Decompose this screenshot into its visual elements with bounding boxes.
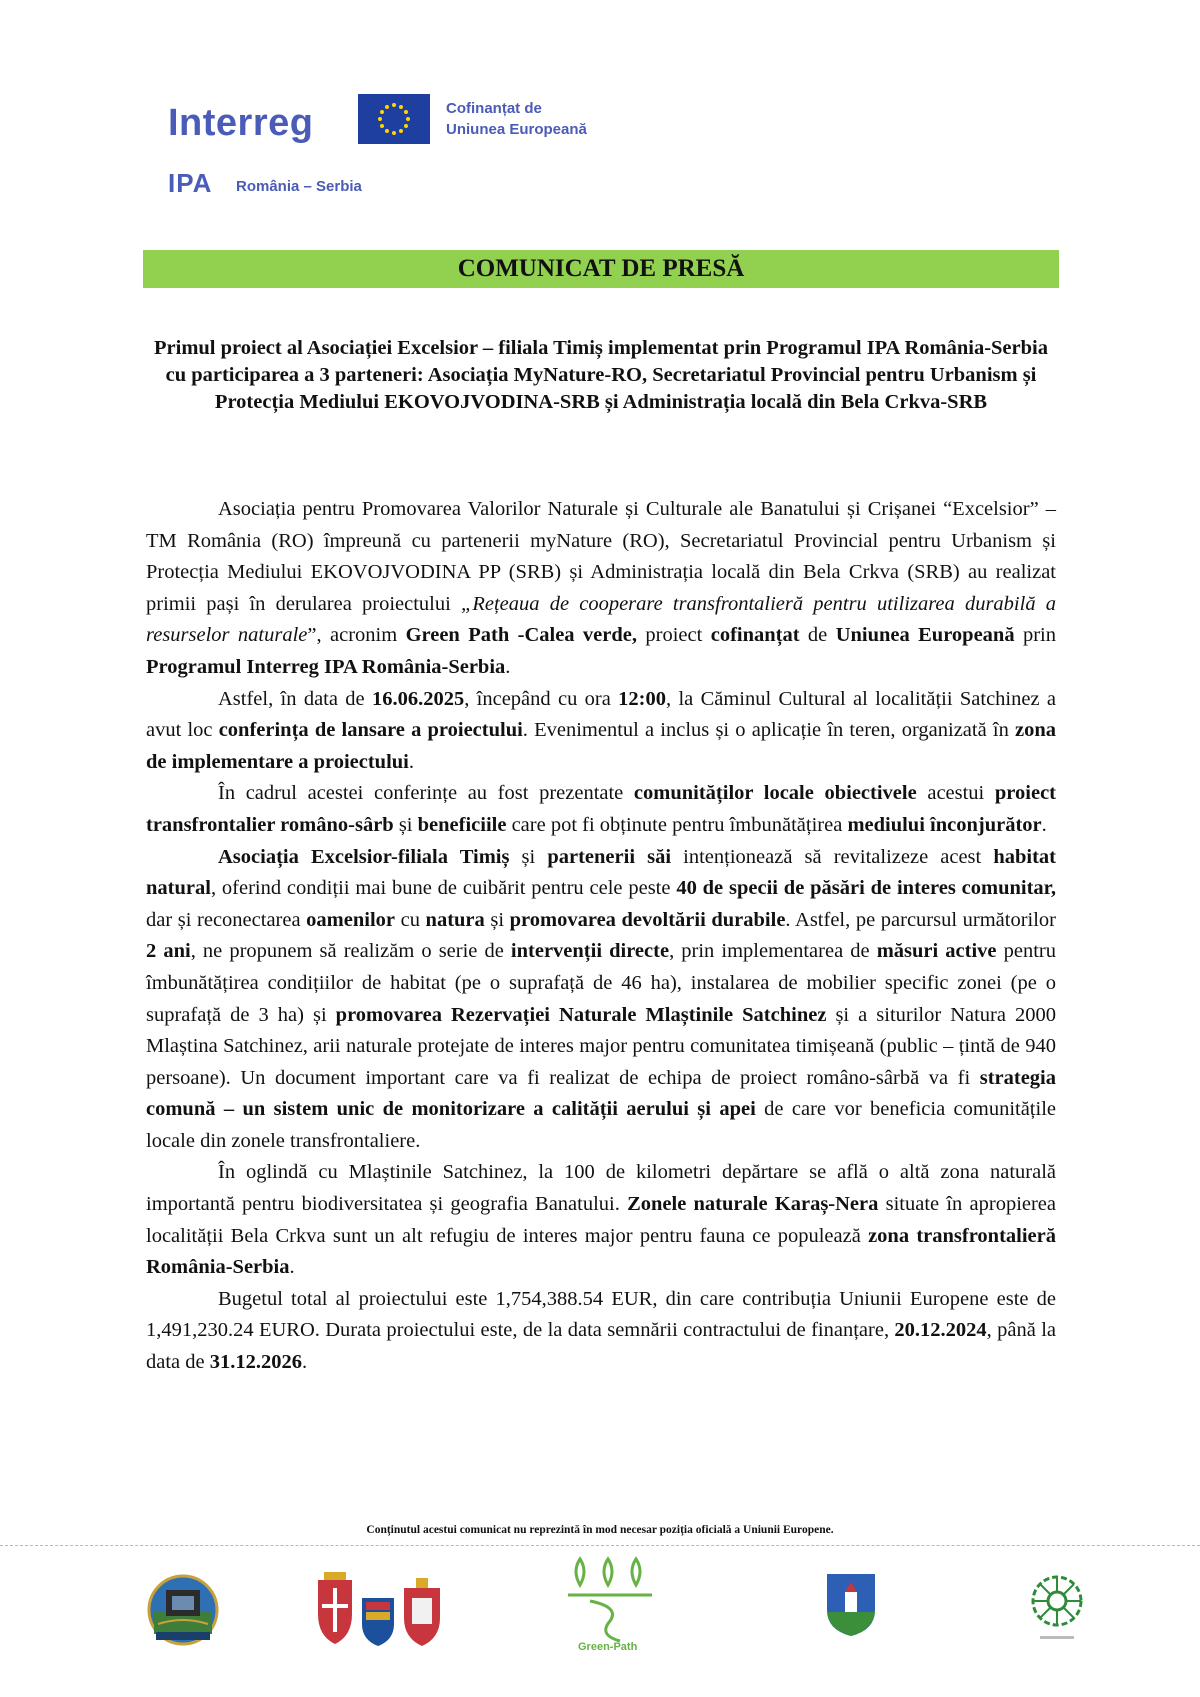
footer-divider	[0, 1545, 1200, 1546]
eu-flag-icon	[358, 94, 430, 144]
program-region: România – Serbia	[236, 178, 362, 195]
bela-crkva-coat-of-arms	[825, 1572, 877, 1638]
interreg-wordmark: Interreg	[168, 102, 314, 144]
interreg-logo	[168, 94, 628, 204]
paragraph-2: Astfel, în data de 16.06.2025, începând cu ora 12:00, la Căminul Cultural al localității Satchinez a avut loc conferința de lansare a proiectului. Evenimentul a inclus și o aplicație în teren, organizată în zona de implementare a proiectului.	[146, 687, 1056, 773]
paragraph-1: Asociația pentru Promovarea Valorilor Naturale și Culturale ale Banatului și Crișanei “Excelsior” – TM România (RO) împreună cu partenerii myNature (RO), Secretariatul Provincial pentru Urbanism și Protecția Mediului EKOVOJVODINA PP (SRB) și Administrația locală din Bela Crkva (SRB) au realizat primii pași în derularea proiectului „Rețeaua de cooperare transfrontalieră pentru utilizarea durabilă a resurselor naturale”, acronim Green Path -Calea verde, proiect cofinanțat de Uniunea Europeană prin Programul Interreg IPA România-Serbia.	[146, 498, 1057, 678]
eu-disclaimer: Conținutul acestui comunicat nu reprezintă în mod necesar poziția oficială a Uniunii Europene.	[366, 1524, 834, 1536]
ipa-wordmark: IPA	[168, 168, 213, 198]
paragraph-5: În oglindă cu Mlaștinile Satchinez, la 100 de kilometri depărtare se află o altă zona naturală importantă pentru biodiversitatea și geografia Banatului. Zonele naturale Karaș-Nera situate în apropierea localității Bela Crkva sunt un alt refugiu de interes major pentru fauna ce populează zona transfrontalieră România-Serbia.	[146, 1161, 1057, 1279]
page-title: COMUNICAT DE PRESĂ	[457, 255, 745, 282]
mynature-logo	[1026, 1570, 1088, 1644]
excelsior-logo	[146, 1572, 220, 1648]
press-subtitle: Primul proiect al Asociației Excelsior – filiala Timiș implementat prin Programul IPA România-Serbia cu participarea a 3 parteneri: Asociația MyNature-RO, Secretariatul Provincial pentru Urbanism și Protecția Mediului EKOVOJVODINA-SRB și Administrația locală din Bela Crkva-SRB	[154, 337, 1048, 413]
press-body	[146, 494, 1056, 1379]
paragraph-6: Bugetul total al proiectului este 1,754,388.54 EUR, din care contribuția Uniunii Europene este de 1,491,230.24 EURO. Durata proiectului este, de la data semnării contractului de finanțare, 20.12.2024, până la data de 31.12.2026.	[146, 1287, 1056, 1374]
green-path-logo	[560, 1555, 660, 1661]
paragraph-4: Asociația Excelsior-filiala Timiș și partenerii săi intenționează să revitalizeze acest habitat natural, oferind condiții mai bune de cuibărit pentru cele peste 40 de specii de păsări de interes comunitar, dar și reconectarea oamenilor cu natura și promovarea devoltării durabile. Astfel, pe parcursul următorilor 2 ani, ne propunem să realizăm o serie de intervenții directe, prin implementarea de măsuri active pentru îmbunătățirea condițiilor de habitat (pe o suprafață de 46 ha), instalarea de mobilier specific zonei (pe o suprafață de 3 ha) și promovarea Rezervației Naturale Mlaștinile Satchinez și a siturilor Natura 2000 Mlaștina Satchinez, arii naturale protejate de interes major pentru comunitatea timișeană (public – țintă de 940 persoane). Un document important care va fi realizat de echipa de proiect româno-sârbă va fi strategia comună – un sistem unic de monitorizare a calității aerului și apei de care vor beneficia comunitățile locale din zonele transfrontaliere.	[146, 845, 1056, 1152]
coats-of-arms-group	[312, 1570, 452, 1650]
paragraph-3: În cadrul acestei conferințe au fost prezentate comunităților locale obiectivele acestui proiect transfrontalier româno-sârb și beneficiile care pot fi obținute pentru îmbunătățirea mediului înconjurător.	[146, 782, 1057, 836]
cofinantat-text: Cofinanțat de Uniunea Europeană	[446, 100, 587, 138]
title-band	[143, 250, 1059, 288]
green-path-label: Green-Path	[578, 1641, 638, 1653]
